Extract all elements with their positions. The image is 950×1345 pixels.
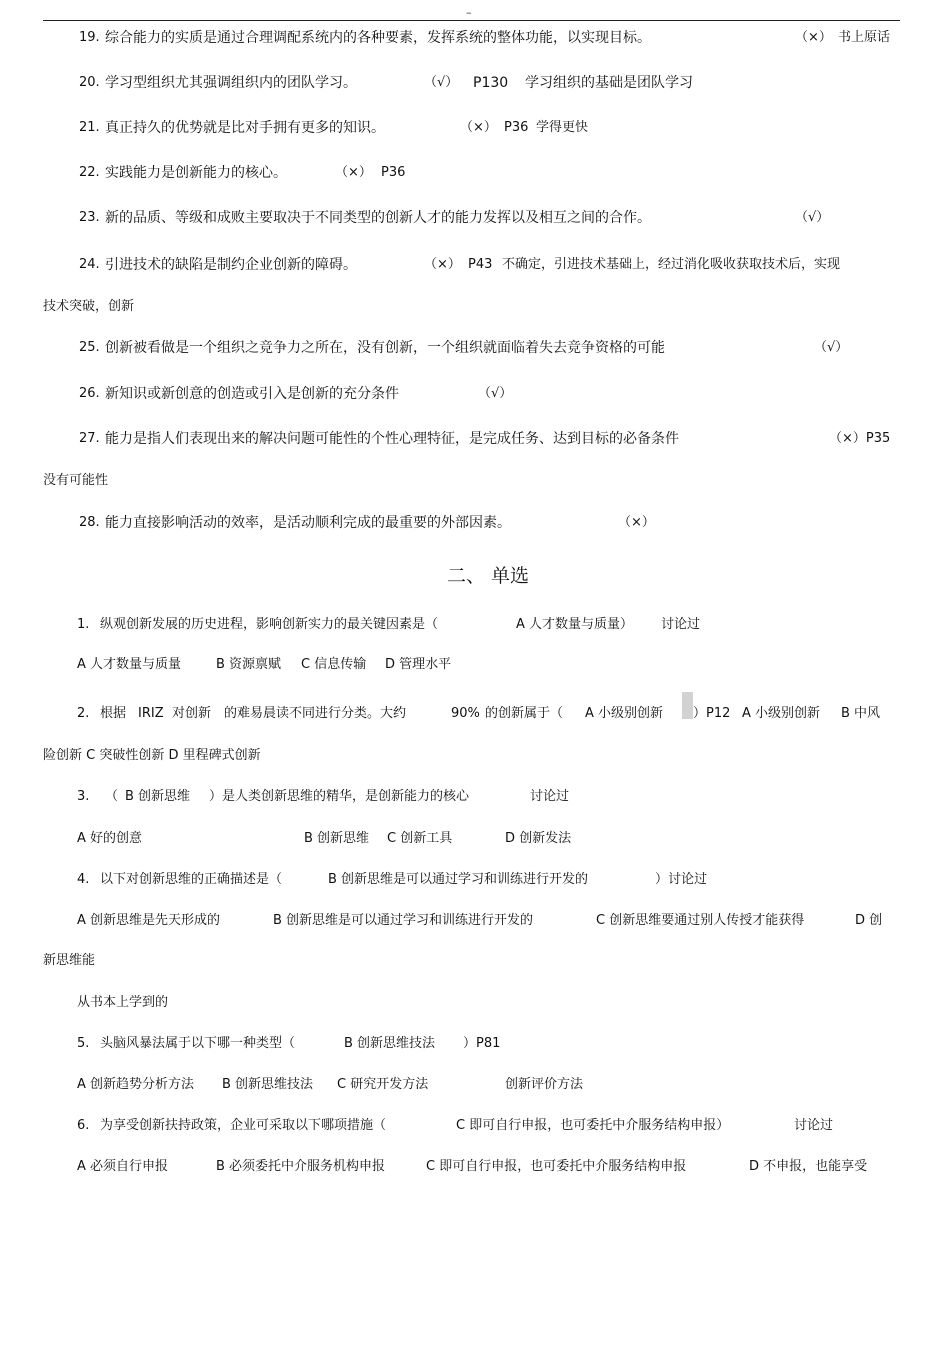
item-text: 头脑风暴法属于以下哪一种类型（: [100, 1036, 296, 1051]
mc-item-6: [0, 1117, 950, 1135]
item-text-2: 的难易晨读不同进行分类。大约: [224, 706, 407, 721]
option-d: D 管理水平: [385, 657, 452, 672]
item-page-ref: P43: [468, 257, 493, 272]
item-term-iriz: IRIZ: [138, 706, 164, 721]
item-number: 25.: [79, 340, 100, 355]
item-answer: （√）: [814, 340, 849, 355]
mc-item-1-options: [0, 656, 950, 674]
item-number: 21.: [79, 120, 100, 135]
option-d: D 创: [855, 913, 883, 928]
item-note: 讨论过: [661, 617, 701, 632]
tf-item-27-continuation: 没有可能性: [43, 473, 109, 488]
item-answer: （×）: [424, 257, 461, 272]
item-text: 为享受创新扶持政策，企业可采取以下哪项措施（: [100, 1118, 387, 1133]
item-answer: （√）: [795, 210, 830, 225]
tf-item-26: [0, 385, 950, 403]
item-number: 27.: [79, 431, 100, 446]
item-text: 新的品质、等级和成败主要取决于不同类型的创新人才的能力发挥以及相互之间的合作。: [105, 210, 651, 226]
item-page-ref: P130: [473, 75, 509, 91]
item-note: 学得更快: [536, 120, 589, 135]
mc-item-4: [0, 871, 950, 889]
item-answer: （×）: [460, 120, 497, 135]
section-heading: 二、 单选: [447, 565, 530, 587]
item-answer: （×）: [618, 515, 655, 530]
option-b: B 必须委托中介服务机构申报: [216, 1159, 386, 1174]
mc-item-1: [0, 616, 950, 634]
item-note: 书上原话: [838, 30, 891, 45]
item-number: 5.: [77, 1036, 90, 1051]
option-b: B 创新思维技法: [222, 1077, 314, 1092]
tf-item-22: [0, 164, 950, 182]
item-text: 能力是指人们表现出来的解决问题可能性的个性心理特征，是完成任务、达到目标的必备条件: [105, 431, 679, 447]
item-note: 讨论过: [794, 1118, 834, 1133]
item-open: （: [105, 789, 119, 804]
mc-item-4-options: [0, 912, 950, 930]
item-text: 能力直接影响活动的效率，是活动顺利完成的最重要的外部因素。: [105, 515, 511, 531]
item-answer: A 人才数量与质量）: [516, 617, 634, 632]
item-percent: 90%: [451, 706, 480, 721]
tf-item-20: [0, 74, 950, 92]
mc-item-3: [0, 788, 950, 806]
mc-item-5-options: [0, 1076, 950, 1094]
item-answer: B 创新思维是可以通过学习和训练进行开发的: [328, 872, 589, 887]
item-text: ）是人类创新思维的精华，是创新能力的核心: [209, 789, 470, 804]
item-close: ）讨论过: [655, 872, 708, 887]
tf-item-19: [0, 29, 950, 47]
option-a: A 好的创意: [77, 831, 143, 846]
item-number: 4.: [77, 872, 90, 887]
item-number: 26.: [79, 386, 100, 401]
option-c: C 信息传输: [301, 657, 367, 672]
tf-item-24: [0, 256, 950, 274]
item-number: 28.: [79, 515, 100, 530]
item-answer: B 创新思维技法: [344, 1036, 436, 1051]
item-number: 19.: [79, 30, 100, 45]
item-page-ref: P36: [504, 120, 529, 135]
item-text-pre: 根据: [100, 706, 127, 721]
option-a: A 人才数量与质量: [77, 657, 182, 672]
header-mark: –: [466, 6, 472, 19]
item-number: 3.: [77, 789, 90, 804]
option-d: 创新评价方法: [505, 1077, 584, 1092]
item-page-ref: P36: [381, 165, 406, 180]
option-c: C 即可自行申报，也可委托中介服务结构申报: [426, 1159, 687, 1174]
tf-item-23: [0, 209, 950, 227]
item-answer: A 小级别创新: [585, 706, 664, 721]
option-b: B 创新思维是可以通过学习和训练进行开发的: [273, 913, 534, 928]
option-c: C 创新思维要通过别人传授才能获得: [596, 913, 805, 928]
option-a: A 创新趋势分析方法: [77, 1077, 195, 1092]
option-a: A 创新思维是先天形成的: [77, 913, 221, 928]
item-text: 引进技术的缺陷是制约企业创新的障碍。: [105, 257, 357, 273]
header-rule: [43, 20, 900, 21]
option-d: D 创新发法: [505, 831, 572, 846]
tf-item-21: [0, 119, 950, 137]
item-text: 真正持久的优势就是比对手拥有更多的知识。: [105, 120, 385, 136]
mc-item-3-options: [0, 830, 950, 848]
item-text: 学习型组织尤其强调组织内的团队学习。: [105, 75, 357, 91]
item-text: 纵观创新发展的历史进程，影响创新实力的最关键因素是（: [100, 617, 439, 632]
item-close: ）P81: [463, 1036, 501, 1051]
item-answer: （×）: [335, 165, 372, 180]
item-answer: （√）: [478, 386, 513, 401]
item-note: 讨论过: [530, 789, 570, 804]
item-note: 不确定，引进技术基础上，经过消化吸收获取技术后，实现: [502, 257, 841, 272]
mc-item-2-continuation: 险创新 C 突破性创新 D 里程碑式创新: [43, 748, 261, 763]
option-a: A 小级别创新: [742, 706, 821, 721]
tf-item-28: [0, 514, 950, 532]
item-close: ）P12: [693, 706, 731, 721]
mc-item-2: [0, 705, 950, 723]
option-b: B 资源禀赋: [216, 657, 282, 672]
item-text-3: 的创新属于（: [485, 706, 564, 721]
item-answer: B 创新思维: [125, 789, 191, 804]
item-text: 新知识或新创意的创造或引入是创新的充分条件: [105, 386, 399, 402]
option-d: D 不申报，也能享受: [749, 1159, 868, 1174]
mc-item-4-continuation: 新思维能: [43, 953, 96, 968]
item-note: 学习组织的基础是团队学习: [525, 75, 693, 91]
item-text: 创新被看做是一个组织之竞争力之所在，没有创新，一个组织就面临着失去竞争资格的可能: [105, 340, 665, 356]
option-a: A 必须自行申报: [77, 1159, 169, 1174]
item-text-1: 对创新: [172, 706, 212, 721]
item-text: 综合能力的实质是通过合理调配系统内的各种要素，发挥系统的整体功能，以实现目标。: [105, 30, 651, 46]
item-answer: （×）: [795, 30, 832, 45]
mc-item-6-options: [0, 1158, 950, 1176]
item-answer: （×）P35: [829, 431, 891, 446]
item-answer: （√）: [424, 75, 459, 90]
tf-item-24-continuation: 技术突破，创新: [43, 299, 135, 314]
mc-item-4-continuation-2: 从书本上学到的: [77, 995, 169, 1010]
tf-item-25: [0, 339, 950, 357]
item-number: 23.: [79, 210, 100, 225]
mc-item-5: [0, 1035, 950, 1053]
item-number: 24.: [79, 257, 100, 272]
item-number: 20.: [79, 75, 100, 90]
item-number: 2.: [77, 706, 90, 721]
option-c: C 研究开发方法: [337, 1077, 429, 1092]
option-b: B 中风: [841, 706, 881, 721]
item-number: 6.: [77, 1118, 90, 1133]
option-b: B 创新思维: [304, 831, 370, 846]
item-text: 实践能力是创新能力的核心。: [105, 165, 287, 181]
item-number: 1.: [77, 617, 90, 632]
tf-item-27: [0, 430, 950, 448]
item-number: 22.: [79, 165, 100, 180]
item-answer: C 即可自行申报，也可委托中介服务结构申报）: [456, 1118, 730, 1133]
option-c: C 创新工具: [387, 831, 453, 846]
item-text: 以下对创新思维的正确描述是（: [100, 872, 283, 887]
